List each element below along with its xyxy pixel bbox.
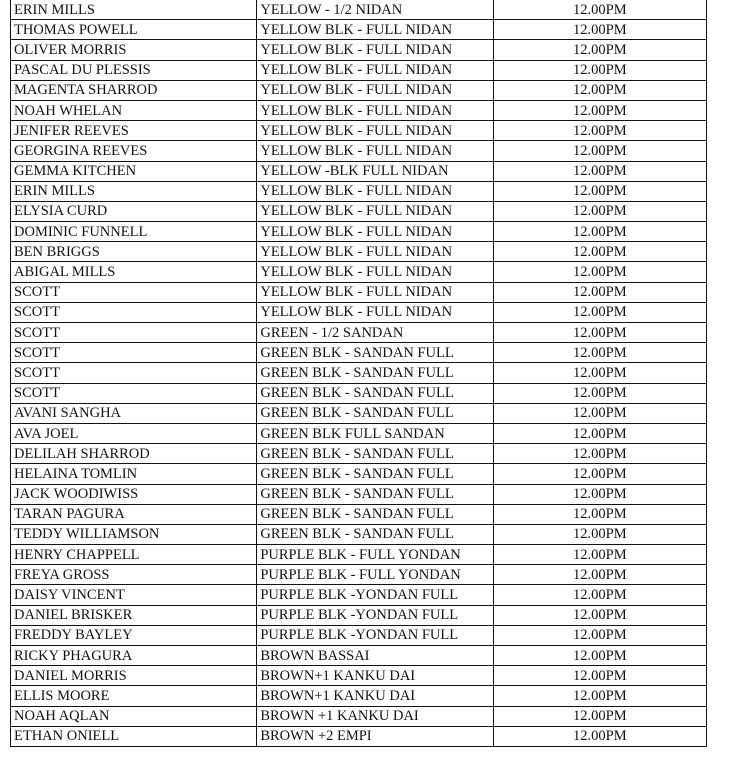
table-row — [11, 484, 707, 504]
grade-cell: YELLOW BLK - FULL NIDAN — [257, 121, 493, 141]
student-name-cell: RICKY PHAGURA — [11, 646, 257, 666]
table-row — [11, 646, 707, 666]
time-cell: 12.00PM — [493, 444, 706, 464]
time-cell: 12.00PM — [493, 262, 706, 282]
student-name-cell: SCOTT — [11, 282, 257, 302]
student-name-cell: TEDDY WILLIAMSON — [11, 524, 257, 544]
time-cell: 12.00PM — [493, 343, 706, 363]
table-row — [11, 242, 707, 262]
time-cell: 12.00PM — [493, 282, 706, 302]
table-row — [11, 545, 707, 565]
table-row — [11, 262, 707, 282]
time-cell: 12.00PM — [493, 181, 706, 201]
table-row — [11, 726, 707, 746]
student-name-cell: DELILAH SHARROD — [11, 444, 257, 464]
table-row — [11, 686, 707, 706]
grade-cell: BROWN +2 EMPI — [257, 726, 493, 746]
grading-schedule-table — [10, 0, 707, 747]
time-cell: 12.00PM — [493, 605, 706, 625]
grade-cell: BROWN BASSAI — [257, 646, 493, 666]
table-row — [11, 605, 707, 625]
grade-cell: YELLOW BLK - FULL NIDAN — [257, 80, 493, 100]
grade-cell: GREEN BLK - SANDAN FULL — [257, 403, 493, 423]
student-name-cell: NOAH WHELAN — [11, 100, 257, 120]
student-name-cell: TARAN PAGURA — [11, 504, 257, 524]
grade-cell: YELLOW BLK - FULL NIDAN — [257, 60, 493, 80]
grade-cell: PURPLE BLK - FULL YONDAN — [257, 565, 493, 585]
grade-cell: BROWN+1 KANKU DAI — [257, 666, 493, 686]
table-row — [11, 161, 707, 181]
table-row — [11, 100, 707, 120]
grade-cell: GREEN BLK - SANDAN FULL — [257, 524, 493, 544]
time-cell: 12.00PM — [493, 302, 706, 322]
time-cell: 12.00PM — [493, 242, 706, 262]
grade-cell: YELLOW - 1/2 NIDAN — [257, 0, 493, 20]
grade-cell: YELLOW BLK - FULL NIDAN — [257, 222, 493, 242]
table-row — [11, 383, 707, 403]
time-cell: 12.00PM — [493, 666, 706, 686]
table-row — [11, 524, 707, 544]
grade-cell: YELLOW BLK - FULL NIDAN — [257, 262, 493, 282]
time-cell: 12.00PM — [493, 383, 706, 403]
table-row — [11, 80, 707, 100]
table-row — [11, 0, 707, 20]
student-name-cell: DANIEL MORRIS — [11, 666, 257, 686]
student-name-cell: FREDDY BAYLEY — [11, 625, 257, 645]
table-body — [11, 0, 707, 746]
student-name-cell: SCOTT — [11, 363, 257, 383]
table-row — [11, 444, 707, 464]
grade-cell: PURPLE BLK -YONDAN FULL — [257, 625, 493, 645]
student-name-cell: DAISY VINCENT — [11, 585, 257, 605]
time-cell: 12.00PM — [493, 726, 706, 746]
grade-cell: BROWN+1 KANKU DAI — [257, 686, 493, 706]
student-name-cell: ABIGAL MILLS — [11, 262, 257, 282]
student-name-cell: SCOTT — [11, 302, 257, 322]
student-name-cell: SCOTT — [11, 343, 257, 363]
table-row — [11, 181, 707, 201]
student-name-cell: ERIN MILLS — [11, 0, 257, 20]
grade-cell: GREEN BLK - SANDAN FULL — [257, 504, 493, 524]
time-cell: 12.00PM — [493, 524, 706, 544]
time-cell: 12.00PM — [493, 363, 706, 383]
time-cell: 12.00PM — [493, 0, 706, 20]
time-cell: 12.00PM — [493, 40, 706, 60]
table-row — [11, 423, 707, 443]
student-name-cell: AVANI SANGHA — [11, 403, 257, 423]
student-name-cell: SCOTT — [11, 383, 257, 403]
table-row — [11, 585, 707, 605]
table-row — [11, 40, 707, 60]
time-cell: 12.00PM — [493, 504, 706, 524]
time-cell: 12.00PM — [493, 201, 706, 221]
time-cell: 12.00PM — [493, 464, 706, 484]
student-name-cell: GEORGINA REEVES — [11, 141, 257, 161]
table-row — [11, 302, 707, 322]
student-name-cell: ETHAN ONIELL — [11, 726, 257, 746]
grade-cell: YELLOW BLK - FULL NIDAN — [257, 100, 493, 120]
grade-cell: GREEN BLK FULL SANDAN — [257, 423, 493, 443]
table-row — [11, 464, 707, 484]
time-cell: 12.00PM — [493, 141, 706, 161]
grade-cell: YELLOW BLK - FULL NIDAN — [257, 20, 493, 40]
student-name-cell: FREYA GROSS — [11, 565, 257, 585]
table-row — [11, 706, 707, 726]
grade-cell: GREEN - 1/2 SANDAN — [257, 323, 493, 343]
table-row — [11, 363, 707, 383]
student-name-cell: DOMINIC FUNNELL — [11, 222, 257, 242]
time-cell: 12.00PM — [493, 100, 706, 120]
student-name-cell: JENIFER REEVES — [11, 121, 257, 141]
time-cell: 12.00PM — [493, 545, 706, 565]
student-name-cell: JACK WOODIWISS — [11, 484, 257, 504]
student-name-cell: PASCAL DU PLESSIS — [11, 60, 257, 80]
student-name-cell: MAGENTA SHARROD — [11, 80, 257, 100]
time-cell: 12.00PM — [493, 80, 706, 100]
table-row — [11, 222, 707, 242]
grade-cell: GREEN BLK - SANDAN FULL — [257, 363, 493, 383]
table-row — [11, 625, 707, 645]
grade-cell: YELLOW -BLK FULL NIDAN — [257, 161, 493, 181]
table-row — [11, 121, 707, 141]
student-name-cell: AVA JOEL — [11, 423, 257, 443]
student-name-cell: HENRY CHAPPELL — [11, 545, 257, 565]
grade-cell: GREEN BLK - SANDAN FULL — [257, 444, 493, 464]
time-cell: 12.00PM — [493, 646, 706, 666]
grade-cell: YELLOW BLK - FULL NIDAN — [257, 201, 493, 221]
table-row — [11, 323, 707, 343]
table-row — [11, 141, 707, 161]
table-row — [11, 565, 707, 585]
student-name-cell: NOAH AQLAN — [11, 706, 257, 726]
student-name-cell: THOMAS POWELL — [11, 20, 257, 40]
time-cell: 12.00PM — [493, 222, 706, 242]
table-row — [11, 201, 707, 221]
time-cell: 12.00PM — [493, 60, 706, 80]
table-row — [11, 504, 707, 524]
grade-cell: YELLOW BLK - FULL NIDAN — [257, 242, 493, 262]
grade-cell: GREEN BLK - SANDAN FULL — [257, 464, 493, 484]
table-row — [11, 666, 707, 686]
time-cell: 12.00PM — [493, 585, 706, 605]
grade-cell: GREEN BLK - SANDAN FULL — [257, 484, 493, 504]
student-name-cell: HELAINA TOMLIN — [11, 464, 257, 484]
grade-cell: BROWN +1 KANKU DAI — [257, 706, 493, 726]
table-row — [11, 60, 707, 80]
table-row — [11, 20, 707, 40]
student-name-cell: OLIVER MORRIS — [11, 40, 257, 60]
table-row — [11, 403, 707, 423]
grade-cell: YELLOW BLK - FULL NIDAN — [257, 302, 493, 322]
time-cell: 12.00PM — [493, 121, 706, 141]
time-cell: 12.00PM — [493, 323, 706, 343]
time-cell: 12.00PM — [493, 20, 706, 40]
grade-cell: PURPLE BLK - FULL YONDAN — [257, 545, 493, 565]
student-name-cell: DANIEL BRISKER — [11, 605, 257, 625]
grade-cell: YELLOW BLK - FULL NIDAN — [257, 181, 493, 201]
time-cell: 12.00PM — [493, 423, 706, 443]
student-name-cell: SCOTT — [11, 323, 257, 343]
grade-cell: GREEN BLK - SANDAN FULL — [257, 343, 493, 363]
time-cell: 12.00PM — [493, 484, 706, 504]
student-name-cell: ERIN MILLS — [11, 181, 257, 201]
grade-cell: PURPLE BLK -YONDAN FULL — [257, 585, 493, 605]
grade-cell: GREEN BLK - SANDAN FULL — [257, 383, 493, 403]
student-name-cell: ELYSIA CURD — [11, 201, 257, 221]
time-cell: 12.00PM — [493, 625, 706, 645]
grade-cell: YELLOW BLK - FULL NIDAN — [257, 282, 493, 302]
student-name-cell: BEN BRIGGS — [11, 242, 257, 262]
grade-cell: YELLOW BLK - FULL NIDAN — [257, 141, 493, 161]
table-row — [11, 343, 707, 363]
student-name-cell: ELLIS MOORE — [11, 686, 257, 706]
student-name-cell: GEMMA KITCHEN — [11, 161, 257, 181]
time-cell: 12.00PM — [493, 161, 706, 181]
time-cell: 12.00PM — [493, 403, 706, 423]
time-cell: 12.00PM — [493, 706, 706, 726]
time-cell: 12.00PM — [493, 565, 706, 585]
grade-cell: PURPLE BLK -YONDAN FULL — [257, 605, 493, 625]
grade-cell: YELLOW BLK - FULL NIDAN — [257, 40, 493, 60]
table-row — [11, 282, 707, 302]
time-cell: 12.00PM — [493, 686, 706, 706]
